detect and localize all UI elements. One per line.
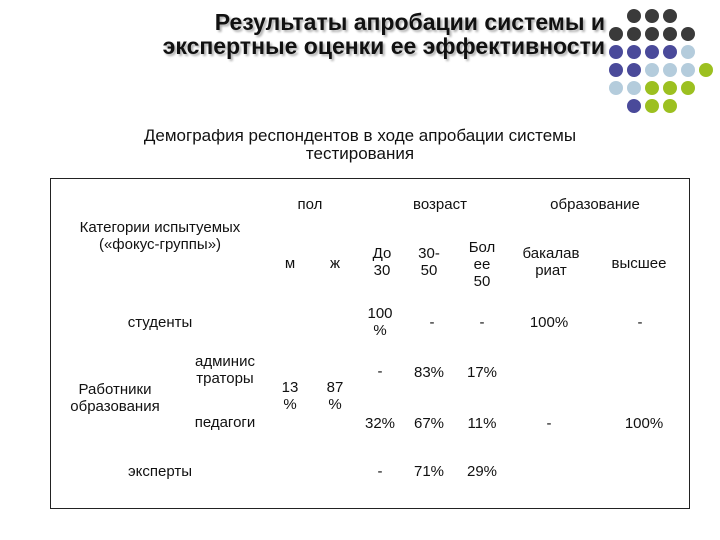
students-age-under-30 [360, 302, 400, 342]
decorative-dot [609, 81, 623, 95]
table-caption-line-2: тестирования [305, 144, 415, 163]
decorative-dot [645, 27, 659, 41]
teachers-age-under-30: 32% [364, 414, 396, 432]
decorative-dot [663, 45, 677, 59]
row-admins-label [180, 350, 270, 390]
decorative-dot [663, 27, 677, 41]
decorative-dot [609, 63, 623, 77]
header-gender: пол [297, 195, 323, 213]
decorative-dot [645, 9, 659, 23]
decorative-dot [645, 45, 659, 59]
header-category-line-1: Категории испытуемых [79, 219, 241, 236]
row-workers-label-line-2: образования [70, 398, 160, 415]
header-male: м [284, 254, 296, 272]
teachers-age-over-50: 11% [467, 414, 497, 432]
page-title [110, 10, 605, 58]
header-age-30-50-line-1: 30- [418, 245, 440, 262]
header-bachelor-line-2: риат [535, 262, 567, 279]
students-age-over-50: - [479, 313, 485, 331]
page-title-line-1: Результаты апробации системы и [214, 9, 605, 35]
decorative-dot [681, 45, 695, 59]
admins-age-over-50: 17% [466, 363, 498, 381]
header-age-over-50-line-2: ее [473, 255, 491, 273]
table-caption [80, 127, 640, 163]
admins-age-under-30: - [377, 362, 383, 380]
table-caption-line-1: Демография респондентов в ходе апробации системы [143, 126, 577, 145]
row-workers-label [60, 376, 170, 420]
decorative-dot [627, 45, 641, 59]
merged-female [312, 374, 358, 418]
admins-age-30-50: 83% [413, 363, 445, 381]
experts-age-30-50: 71% [413, 462, 445, 480]
students-age-under-30-line-1: 100 [367, 305, 393, 322]
row-experts-label: эксперты [127, 462, 192, 480]
header-female: ж [329, 254, 341, 272]
demographics-table [50, 178, 690, 509]
students-higher: - [637, 313, 643, 331]
students-age-under-30-line-2: % [373, 322, 387, 339]
header-bachelor [508, 242, 594, 282]
decorative-dot [627, 9, 641, 23]
decorative-dot [681, 63, 695, 77]
table-border-bottom [50, 508, 690, 509]
decorative-dot [699, 63, 713, 77]
decorative-dot [627, 27, 641, 41]
decorative-dot [627, 63, 641, 77]
decorative-dot [645, 63, 659, 77]
decorative-dot [627, 99, 641, 113]
header-education: образование [550, 195, 640, 213]
header-age-over-50 [462, 234, 502, 294]
students-bachelor: 100% [529, 313, 569, 331]
row-students-label: студенты [127, 313, 193, 331]
merged-bachelor: - [546, 414, 552, 432]
header-category-line-2: («фокус-группы») [98, 236, 222, 253]
merged-male-line-2: % [283, 396, 297, 413]
decorative-dot [645, 99, 659, 113]
students-age-30-50: - [429, 313, 435, 331]
merged-male-line-1: 13 [281, 379, 299, 396]
merged-higher: 100% [624, 414, 664, 432]
table-border-right [689, 178, 690, 509]
decorative-dot [663, 63, 677, 77]
decorative-dot [663, 81, 677, 95]
decorative-dot [681, 27, 695, 41]
header-bachelor-line-1: бакалав [522, 245, 580, 262]
header-age-over-50-line-3: 50 [473, 272, 491, 290]
decorative-dot [627, 81, 641, 95]
row-workers-label-line-1: Работники [78, 381, 152, 398]
experts-age-under-30: - [377, 462, 383, 480]
header-age: возраст [413, 195, 467, 213]
experts-age-over-50: 29% [466, 462, 498, 480]
decorative-dot [663, 9, 677, 23]
header-age-30-50 [408, 242, 450, 282]
row-admins-label-line-1: админис [195, 353, 255, 370]
header-age-under-30 [362, 242, 402, 282]
merged-male [270, 374, 310, 418]
decorative-dot [663, 99, 677, 113]
header-age-30-50-line-2: 50 [420, 262, 438, 279]
header-age-under-30-line-1: До [372, 245, 392, 262]
page-title-line-2: экспертные оценки ее эффективности [162, 33, 605, 59]
header-age-under-30-line-2: 30 [373, 262, 391, 279]
header-age-over-50-line-1: Бол [468, 238, 496, 256]
row-admins-label-line-2: траторы [196, 370, 254, 387]
header-category [50, 208, 270, 264]
decorative-dot [645, 81, 659, 95]
row-teachers-label: педагоги [194, 413, 256, 431]
decorative-dot [609, 45, 623, 59]
decorative-dot [609, 27, 623, 41]
header-higher: высшее [611, 254, 667, 272]
merged-female-line-2: % [328, 396, 342, 413]
decorative-dot [681, 81, 695, 95]
teachers-age-30-50: 67% [413, 414, 445, 432]
merged-female-line-1: 87 [326, 379, 344, 396]
table-border-top [50, 178, 690, 179]
